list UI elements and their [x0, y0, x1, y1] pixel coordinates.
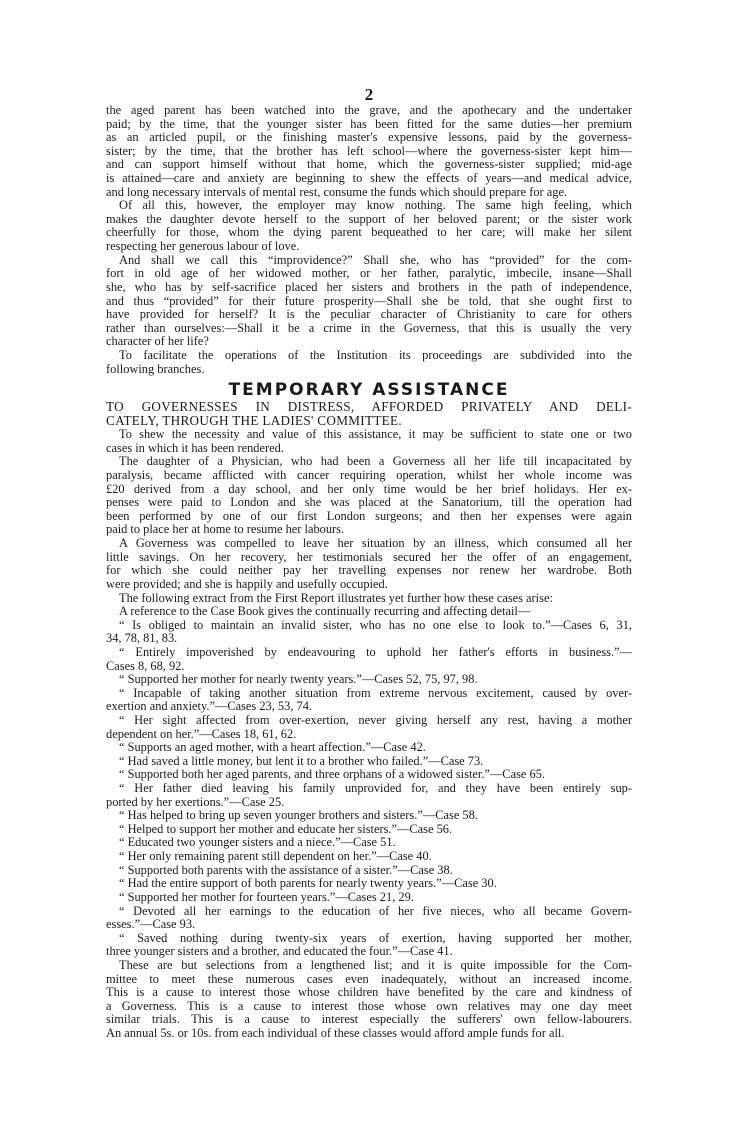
text-line: “ Is obliged to maintain an invalid sister, who has no one else to look to.”—Cases 6, 31, [119, 617, 632, 632]
text-line: “ Her father died leaving his family unprovided for, and they have been entirely sup- [119, 781, 632, 796]
text-line: mittee to meet these numerous cases even inadequately, without an increased income. [106, 971, 632, 986]
text-line: sister; by the time, that the brother has left school—where the governess-sister kept him— [106, 143, 632, 158]
text-line: The daughter of a Physician, who had been a Governess all her life till incapacitated by [119, 454, 632, 469]
text-line: “ Supported both her aged parents, and three orphans of a widowed sister.”—Case 65. [119, 767, 545, 782]
text-line: CATELY, THROUGH THE LADIES' COMMITTEE. [106, 413, 402, 429]
text-line: paralysis, became afflicted with cancer requiring operation, whilst her whole income was [106, 468, 632, 483]
text-line: were provided; and she is happily and usefully occupied. [106, 576, 388, 591]
text-line: “ Saved nothing during twenty-six years of exertion, having supported her mother, [119, 930, 632, 945]
text-line: 34, 78, 81, 83. [106, 631, 178, 646]
text-line: little savings. On her recovery, her testimonials secured her the offer of an engagement, [106, 549, 632, 564]
text-line: “ Supported her mother for fourteen years.”—Cases 21, 29. [119, 889, 414, 904]
text-line: “ Supported her mother for nearly twenty years.”—Cases 52, 75, 97, 98. [119, 672, 478, 687]
text-line: “ Supported both parents with the assistance of a sister.”—Case 38. [119, 862, 453, 877]
text-line: £20 derived from a day school, and her only time would be her brief holidays. Her ex- [106, 481, 632, 496]
text-line: esses.”—Case 93. [106, 917, 196, 932]
text-line: To facilitate the operations of the Institution its proceedings are subdivided into the [119, 347, 632, 362]
page-number: 2 [364, 85, 374, 104]
text-line: makes the daughter devote herself to the support of her beloved parent; or the sister work [106, 211, 632, 226]
text-line: “ Had the entire support of both parents for nearly twenty years.”—Case 30. [119, 876, 497, 891]
text-line: rather than ourselves:—Shall it be a crime in the Governess, that this is usually the very [106, 320, 632, 335]
text-line: “ Has helped to bring up seven younger brothers and sisters.”—Case 58. [119, 808, 478, 823]
text-line: To shew the necessity and value of this assistance, it may be sufficient to state one or two [119, 427, 632, 442]
text-line: “ Devoted all her earnings to the education of her five nieces, who all became Govern- [119, 903, 632, 918]
text-line: fort in old age of her widowed mother, or her father, paralytic, imbecile, insane—Shall [106, 266, 632, 281]
text-line: she, who has by self-sacrifice placed her sisters and brothers in the path of independence, [106, 279, 632, 294]
text-line: character of her life? [106, 334, 209, 349]
text-line: “ Had saved a little money, but lent it to a brother who failed.”—Case 73. [119, 753, 484, 768]
text-line: “ Supports an aged mother, with a heart affection.”—Case 42. [119, 740, 426, 755]
text-line: ported by her exertions.”—Case 25. [106, 794, 285, 809]
text-line: “ Helped to support her mother and educate her sisters.”—Case 56. [119, 821, 453, 836]
text-line: respecting her generous labour of love. [106, 239, 300, 254]
text-line: cases in which it has been rendered. [106, 440, 284, 455]
text-line: and thus “provided” for their future prosperity—Shall she be told, that she ought first to [106, 293, 632, 308]
text-line: is attained—care and anxiety are beginning to shew the effects of years—and medical advice, [106, 171, 632, 186]
body-section [106, 428, 632, 1040]
text-line: the aged parent has been watched into the grave, and the apothecary and the undertaker [106, 103, 632, 117]
section-subheading [106, 400, 632, 428]
text-line: as an articled pupil, or the finishing master's expensive lessons, paid by the governess- [106, 130, 632, 145]
text-line: “ Incapable of taking another situation from extreme nervous excitement, caused by over- [119, 685, 632, 700]
text-line: And shall we call this “improvidence?” Shall she, who has “provided” for the com- [119, 252, 632, 267]
text-line: similar trials. This is a cause to interest especially the sufferers' own fellow-labourers. [106, 1012, 632, 1027]
text-line: cheerfully for those, whom the dying parent bequeathed to her care; will make her silent [106, 225, 632, 240]
text-line: penses were paid to London and she was placed at the Sanatorium, till the operation had [106, 495, 632, 510]
text-line: Of all this, however, the employer may know nothing. The same high feeling, which [119, 198, 632, 213]
text-line: have provided for herself? It is the peculiar character of Christianity to care for others [106, 307, 632, 322]
text-line: been performed by one of our first London surgeons; and then her expenses were again [106, 508, 632, 523]
text-line: a Governess. This is a cause to interest those whose own relatives may one day meet [106, 998, 632, 1013]
text-line: An annual 5s. or 10s. from each individual of these classes would afford ample funds for all. [106, 1026, 565, 1040]
text-line: “ Educated two younger sisters and a niece.”—Case 51. [119, 835, 396, 850]
text-line: A reference to the Case Book gives the continually recurring and affecting detail— [119, 604, 531, 619]
text-line: This is a cause to interest those whose children have benefited by the care and kindness of [106, 985, 632, 1000]
text-line: “ Her sight affected from over-exertion, never giving herself any rest, having a mother [119, 712, 632, 727]
text-line: “ Her only remaining parent still dependent on her.”—Case 40. [119, 849, 432, 864]
text-line: paid; by the time, that the younger sister has been fitted for the same duties—her premium [106, 116, 632, 131]
text-line: The following extract from the First Report illustrates yet further how these cases arise: [119, 590, 553, 605]
text-line: and long necessary intervals of mental rest, consume the funds which should prepare for age. [106, 184, 568, 199]
text-line: dependent on her.”—Cases 18, 61, 62. [106, 726, 297, 741]
text-line: following branches. [106, 361, 205, 376]
text-line: exertion and anxiety.”—Cases 23, 53, 74. [106, 699, 312, 714]
section-heading: TEMPORARY ASSISTANCE [228, 380, 510, 401]
text-line: three younger sisters and a brother, and educated the four.”—Case 41. [106, 944, 453, 959]
text-line: A Governess was compelled to leave her situation by an illness, which consumed all her [119, 536, 632, 551]
text-line: These are but selections from a lengthened list; and it is quite impossible for the Com- [119, 957, 632, 972]
text-line: “ Entirely impoverished by endeavouring to uphold her father's efforts in business.”— [119, 644, 632, 659]
text-line: and can support himself without that home, which the governess-sister supplied; mid-age [106, 157, 632, 172]
text-line: paid to place her at home to resume her labours. [106, 522, 345, 537]
document-page [106, 86, 632, 1041]
text-line: Cases 8, 68, 92. [106, 658, 185, 673]
intro-section [106, 104, 632, 376]
text-line: TO GOVERNESSES IN DISTRESS, AFFORDED PRIVATELY AND DELI- [106, 399, 632, 415]
text-line: for which she could neither pay her travelling expenses nor renew her wardrobe. Both [106, 563, 632, 578]
